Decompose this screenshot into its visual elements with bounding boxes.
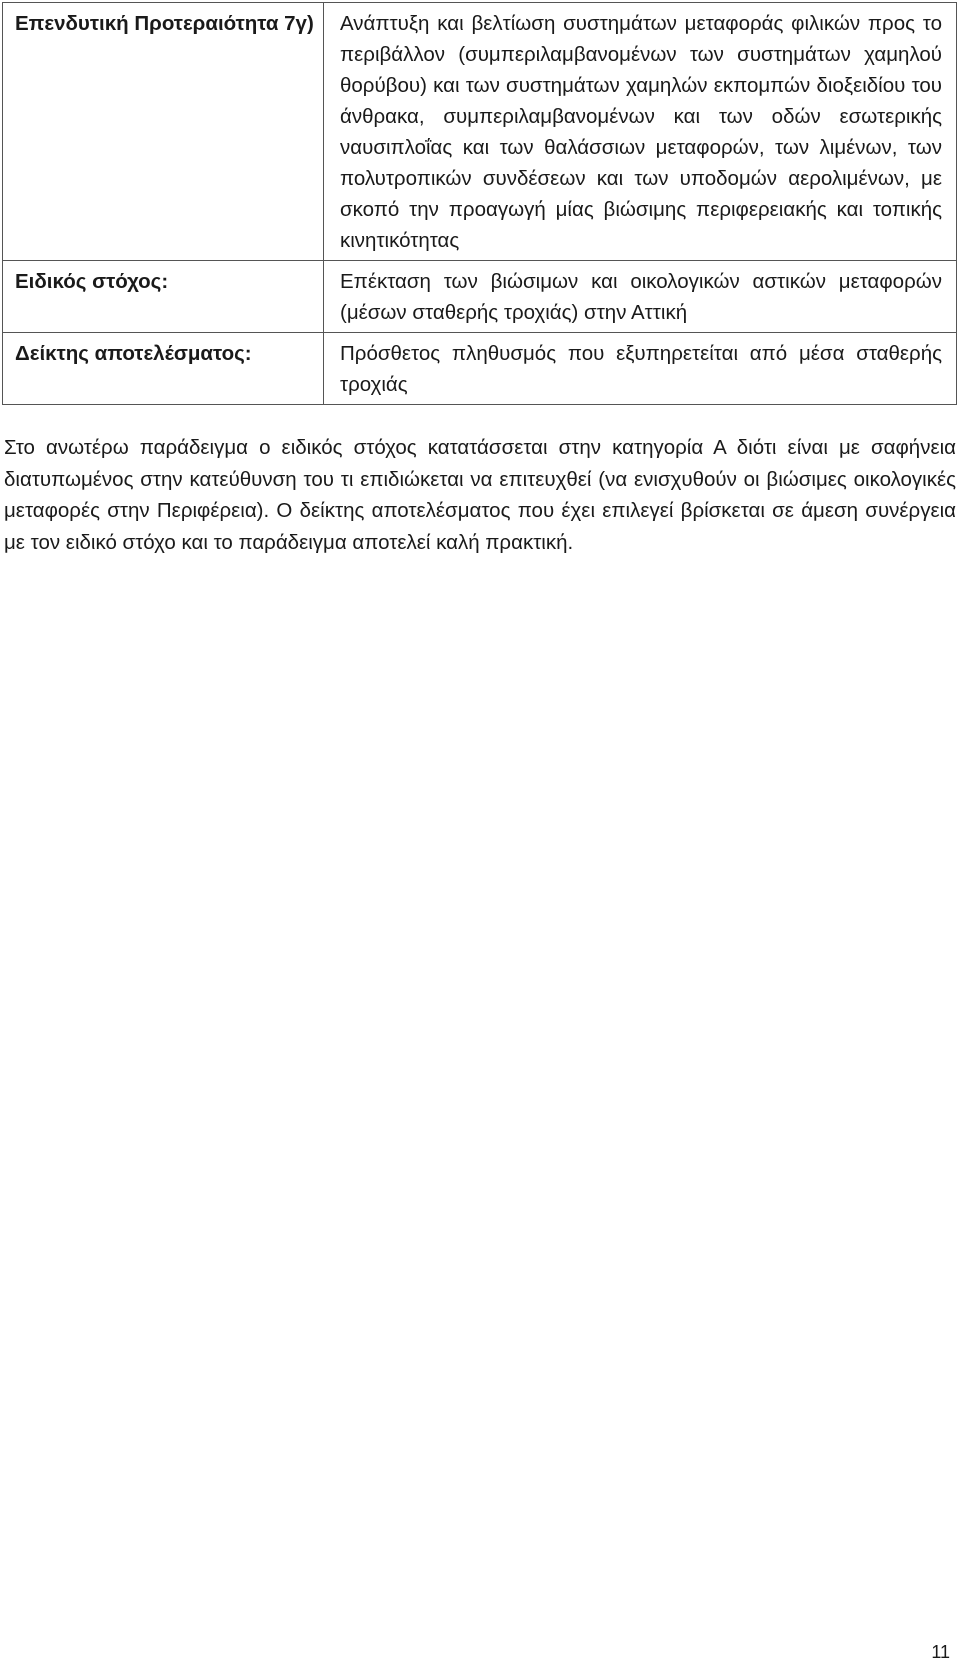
investment-priority-value: Ανάπτυξη και βελτίωση συστημάτων μεταφοράς φιλικών προς το περιβάλλον (συμπεριλαμβανομένων των συστημάτων χαμηλού θορύβου) και των συστημάτων χαμηλών εκπομπών διοξειδίου του άνθρακα, συμπεριλαμβανομένων και των οδών εσωτερικής ναυσιπλοΐας και των θαλάσσιων μεταφορών, των λιμένων, των πολυτροπικών συνδέσεων και των υποδομών αερολιμένων, με σκοπό την προαγωγή μίας βιώσιμης περιφερειακής και τοπικής κινητικότητας bbox=[324, 3, 957, 261]
table-row-specific-objective bbox=[3, 261, 957, 333]
investment-priority-label: Επενδυτική Προτεραιότητα 7γ) bbox=[3, 3, 324, 261]
specific-objective-value: Επέκταση των βιώσιμων και οικολογικών αστικών μεταφορών (μέσων σταθερής τροχιάς) στην Αττική bbox=[324, 261, 957, 333]
result-indicator-value: Πρόσθετος πληθυσμός που εξυπηρετείται από μέσα σταθερής τροχιάς bbox=[324, 333, 957, 405]
result-indicator-label: Δείκτης αποτελέσματος: bbox=[3, 333, 324, 405]
page-number: 11 bbox=[931, 1642, 950, 1662]
table-row-investment-priority bbox=[3, 3, 957, 261]
explanation-paragraph: Στο ανωτέρω παράδειγμα ο ειδικός στόχος κατατάσσεται στην κατηγορία Α διότι είναι με σαφήνεια διατυπωμένος στην κατεύθυνση του τι επιδιώκεται να επιτευχθεί (να ενισχυθούν οι βιώσιμες οικολογικές μεταφορές στην Περιφέρεια). Ο δείκτης αποτελέσματος που έχει επιλεγεί βρίσκεται σε άμεση συνέργεια με τον ειδικό στόχο και το παράδειγμα αποτελεί καλή πρακτική. bbox=[4, 436, 956, 554]
specific-objective-label: Ειδικός στόχος: bbox=[3, 261, 324, 333]
table-row-result-indicator bbox=[3, 333, 957, 405]
investment-priority-table bbox=[2, 2, 957, 405]
